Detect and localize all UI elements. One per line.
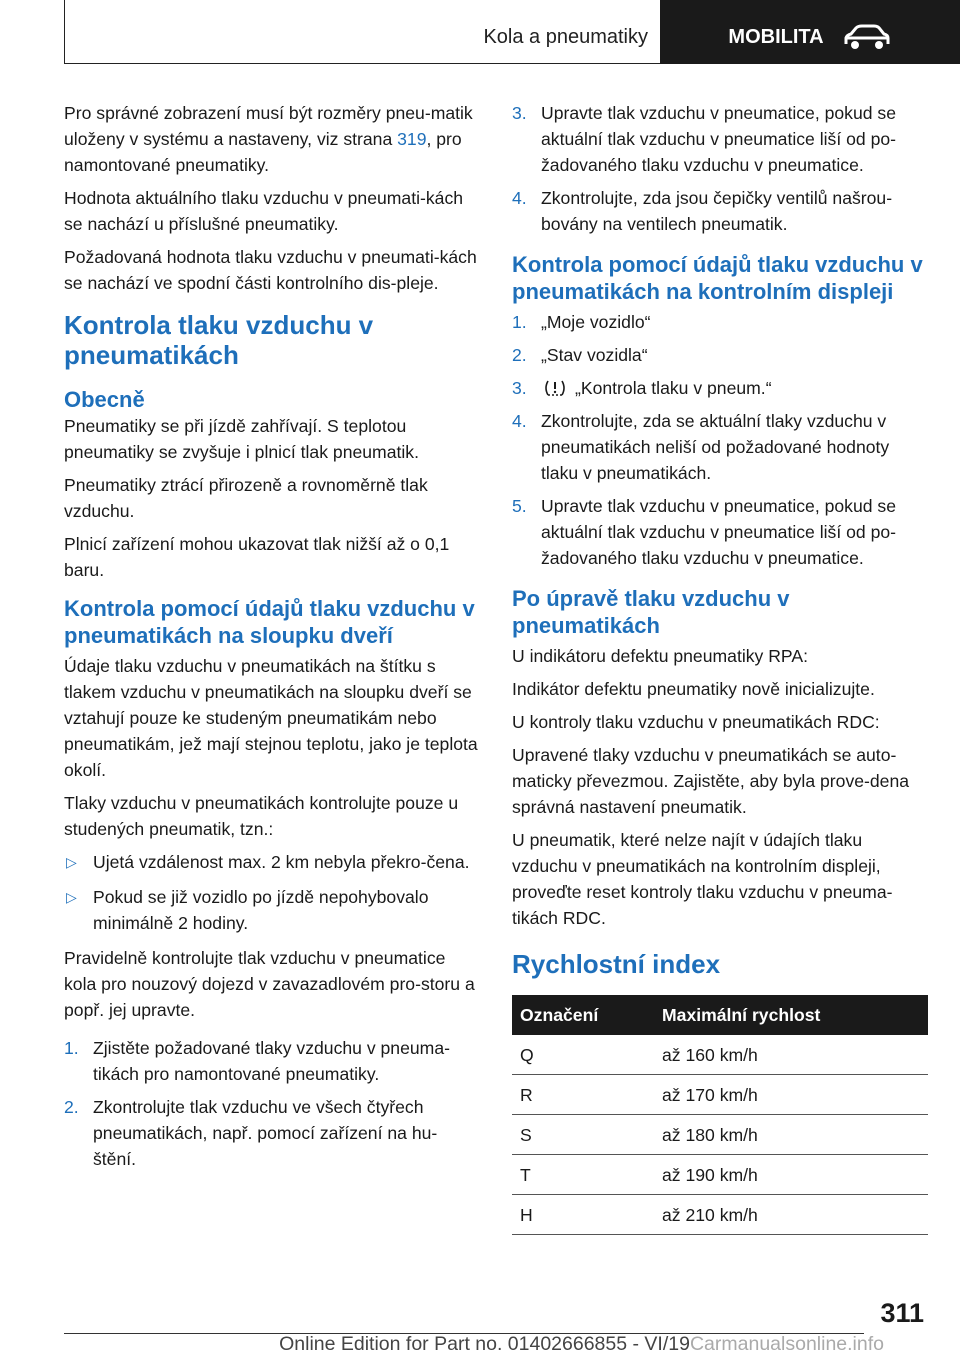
paragraph: Pneumatiky se při jízdě zahřívají. S teplotou pneumatiky se zvyšuje i plnicí tlak pneumatik.: [64, 416, 419, 462]
subsection-heading: Kontrola pomocí údajů tlaku vzduchu v pneumatikách na kontrolním displeji: [512, 252, 923, 304]
paragraph: Plnicí zařízení mohou ukazovat tlak nižší až o 0,1 baru.: [64, 534, 450, 580]
step-item: 5. Upravte tlak vzduchu v pneumatice, pokud se aktuální tlak vzduchu v pneumatice liší od po-žadovaného tlaku vzduchu v pneumatice.: [512, 496, 897, 568]
speed-index-table: [512, 995, 928, 1235]
step-item: 2. „Stav vozidla“: [512, 345, 648, 365]
table-header-cell: Maximální rychlost: [654, 995, 928, 1035]
bullet-item: ▷ Ujetá vzdálenost max. 2 km nebyla překro-čena.: [64, 849, 478, 875]
header-section-title: Kola a pneumatiky: [483, 26, 648, 48]
paragraph: Pneumatiky ztrácí přirozeně a rovnoměrně tlak vzduchu.: [64, 475, 428, 521]
car-icon: [842, 24, 892, 50]
left-column: [64, 100, 478, 1179]
table-cell: H: [512, 1195, 654, 1235]
tire-pressure-warning-icon: [543, 378, 567, 398]
page-link[interactable]: 319: [397, 129, 427, 149]
table-row: [512, 1115, 928, 1155]
intro-paragraph: Pro správné zobrazení musí být rozměry pneu-matik uloženy v systému a nastaveny, viz strana 319, pro namontované pneumatiky.: [64, 103, 473, 175]
footer: [64, 1333, 884, 1356]
paragraph: U pneumatik, které nelze najít v údajích tlaku vzduchu v pneumatikách na kontrolním displeji, proveďte reset kontroly tlaku vzduchu v pneuma-tikách RDC.: [512, 830, 893, 928]
right-column: [512, 100, 926, 1235]
table-cell: až 210 km/h: [654, 1195, 928, 1235]
paragraph: Tlaky vzduchu v pneumatikách kontrolujte pouze u studených pneumatik, tzn.:: [64, 793, 459, 839]
subsection-heading: Po úpravě tlaku vzduchu v pneumatikách: [512, 586, 790, 638]
step-item: 4. Zkontrolujte, zda jsou čepičky ventilů našrou-bovány na ventilech pneumatik.: [512, 188, 893, 234]
step-item: 2. Zkontrolujte tlak vzduchu ve všech čtyřech pneumatikách, např. pomocí zařízení na hu-štění.: [64, 1097, 438, 1169]
table-cell: T: [512, 1155, 654, 1195]
chapter-title: MOBILITA: [728, 25, 824, 48]
step-item: 3. „Kontrola tlaku v pneum.“: [512, 378, 772, 398]
paragraph: U kontroly tlaku vzduchu v pneumatikách RDC:: [512, 712, 880, 732]
table-cell: Q: [512, 1035, 654, 1075]
table-row: [512, 1035, 928, 1075]
subsection-heading: Kontrola pomocí údajů tlaku vzduchu v pneumatikách na sloupku dveří: [64, 596, 475, 648]
subsection-heading: Obecně: [64, 387, 145, 412]
table-header-cell: Označení: [512, 995, 654, 1035]
paragraph: U indikátoru defektu pneumatiky RPA:: [512, 646, 808, 666]
table-cell: až 190 km/h: [654, 1155, 928, 1195]
bullet-item: ▷ Pokud se již vozidlo po jízdě nepohybovalo minimálně 2 hodiny.: [64, 884, 478, 936]
table-row: [512, 1195, 928, 1235]
step-item: 1. Zjistěte požadované tlaky vzduchu v pneuma-tikách pro namontované pneumatiky.: [64, 1038, 450, 1084]
step-item: 1. „Moje vozidlo“: [512, 312, 651, 332]
paragraph: Upravené tlaky vzduchu v pneumatikách se auto-maticky převezmou. Zajistěte, aby byla prove-dena správná nastavení pneumatik.: [512, 745, 910, 817]
chapter-badge: [660, 0, 960, 64]
paragraph: Údaje tlaku vzduchu v pneumatikách na štítku s tlakem vzduchu v pneumatikách na sloupku dveří se vztahují pouze ke studeným pneumatikám nebo pneumatikám, jež mají stejnou teplotu, jako je teplota okolí.: [64, 656, 478, 780]
header-rule-bottom: [64, 63, 660, 64]
table-row: [512, 1155, 928, 1195]
paragraph: Hodnota aktuálního tlaku vzduchu v pneumati-kách se nachází u příslušné pneumatiky.: [64, 188, 464, 234]
triangle-bullet-icon: ▷: [66, 854, 77, 870]
step-item: 3. Upravte tlak vzduchu v pneumatice, pokud se aktuální tlak vzduchu v pneumatice liší od po-žadovaného tlaku vzduchu v pneumatice.: [512, 103, 897, 175]
paragraph: Požadovaná hodnota tlaku vzduchu v pneumati-kách se nachází ve spodní části kontrolního dis-pleje.: [64, 247, 477, 293]
table-cell: až 160 km/h: [654, 1035, 928, 1075]
table-cell: až 170 km/h: [654, 1075, 928, 1115]
section-heading: Rychlostní index: [512, 949, 721, 979]
step-item: 4. Zkontrolujte, zda se aktuální tlaky vzduchu v pneumatikách neliší od požadované hodnoty tlaku v pneumatikách.: [512, 411, 890, 483]
paragraph: Pravidelně kontrolujte tlak vzduchu v pneumatice kola pro nouzový dojezd v zavazadlovém pro-storu a popř. jej upravte.: [64, 948, 475, 1020]
table-cell: R: [512, 1075, 654, 1115]
page-number: 311: [880, 1298, 924, 1328]
table-cell: S: [512, 1115, 654, 1155]
table-row: [512, 1075, 928, 1115]
footer-watermark: Carmanualsonline.info: [689, 1333, 884, 1355]
footer-edition: Online Edition for Part no. 01402666855 - VI/19: [279, 1333, 690, 1355]
paragraph: Indikátor defektu pneumatiky nově inicializujte.: [512, 679, 875, 699]
table-header-row: [512, 995, 928, 1035]
table-cell: až 180 km/h: [654, 1115, 928, 1155]
section-heading: Kontrola tlaku vzduchu v pneumatikách: [64, 310, 374, 370]
triangle-bullet-icon: ▷: [66, 889, 77, 905]
